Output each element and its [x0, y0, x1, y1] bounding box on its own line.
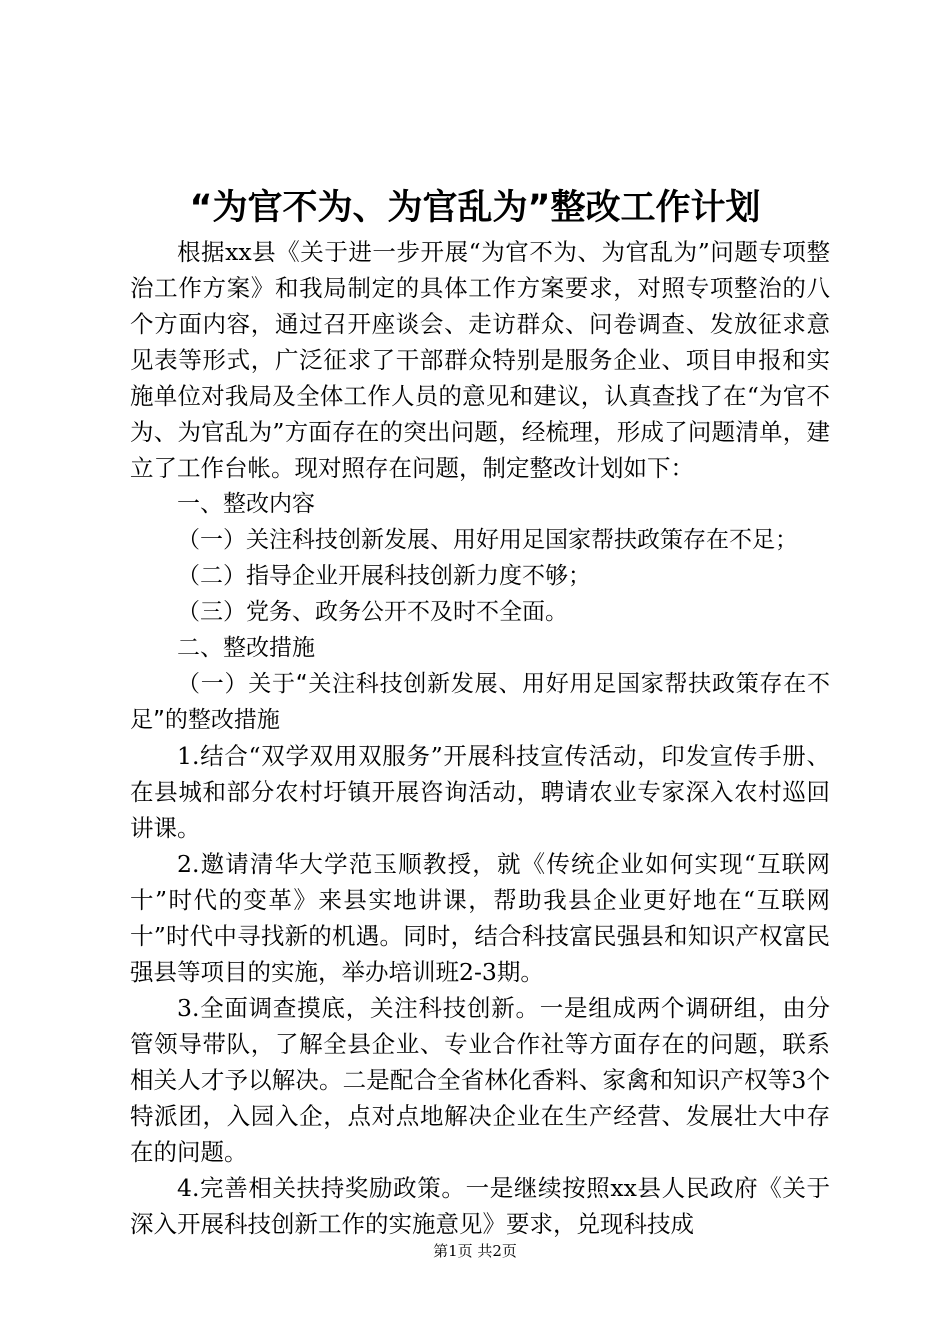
document-body — [130, 234, 830, 1242]
measure-paragraph-4: 4.完善相关扶持奖励政策。一是继续按照xx县人民政府《关于深入开展科技创新工作的实施意见》要求，兑现科技成 — [130, 1174, 830, 1238]
section-heading-1: 一、整改内容 — [177, 491, 315, 517]
page-footer: 第1页 共2页 — [433, 1242, 517, 1260]
measure-paragraph-1: 1.结合“双学双用双服务”开展科技宣传活动，印发宣传手册、在县城和部分农村圩镇开展咨询活动，聘请农业专家深入农村巡回讲课。 — [130, 742, 830, 842]
section1-item-3: （三）党务、政务公开不及时不全面。 — [177, 599, 568, 625]
section1-item-2: （二）指导企业开展科技创新力度不够； — [177, 563, 591, 589]
section-heading-2: 二、整改措施 — [177, 635, 315, 661]
section1-item-1: （一）关注科技创新发展、用好用足国家帮扶政策存在不足； — [177, 527, 798, 553]
document-title: “为官不为、为官乱为”整改工作计划 — [189, 188, 761, 228]
intro-paragraph: 根据xx县《关于进一步开展“为官不为、为官乱为”问题专项整治工作方案》和我局制定的具体工作方案要求，对照专项整治的八个方面内容，通过召开座谈会、走访群众、问卷调查、发放征求意见表等形式，广泛征求了干部群众特别是服务企业、项目申报和实施单位对我局及全体工作人员的意见和建议，认真查找了在“为官不为、为官乱为”方面存在的突出问题，经梳理，形成了问题清单，建立了工作台帐。现对照存在问题，制定整改计划如下： — [130, 238, 830, 482]
section2-subheading-1: （一）关于“关注科技创新发展、用好用足国家帮扶政策存在不足”的整改措施 — [130, 671, 830, 733]
measure-paragraph-3: 3.全面调查摸底，关注科技创新。一是组成两个调研组，由分管领导带队，了解全县企业、专业合作社等方面存在的问题，联系相关人才予以解决。二是配合全省林化香料、家禽和知识产权等3个特派团，入园入企，点对点地解决企业在生产经营、发展壮大中存在的问题。 — [130, 994, 830, 1166]
measure-paragraph-2: 2.邀请清华大学范玉顺教授，就《传统企业如何实现“互联网十”时代的变革》来县实地讲课，帮助我县企业更好地在“互联网十”时代中寻找新的机遇。同时，结合科技富民强县和知识产权富民强县等项目的实施，举办培训班2-3期。 — [130, 850, 830, 986]
